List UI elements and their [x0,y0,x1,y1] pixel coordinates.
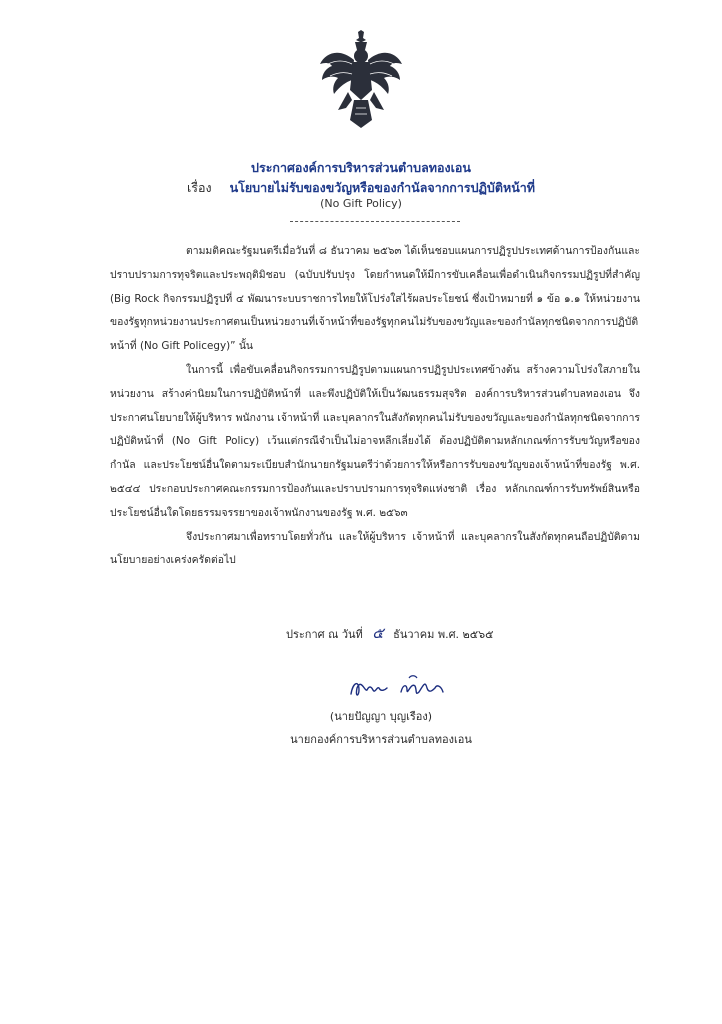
garuda-emblem-icon [318,30,404,128]
title-divider [290,221,460,222]
subject-english: (No Gift Policy) [320,197,402,210]
body-paragraph: ในการนี้ เพื่อขับเคลื่อนกิจกรรมการปฏิรูปตามแผนการปฏิรูปประเทศข้างต้น สร้างความโปร่งใสภายในหน่วยงาน สร้างค่านิยมในการปฏิบัติหน้าที่ และพึงปฏิบัติให้เป็นวัฒนธรรมสุจริต องค์การบริหารส่วนตำบลทองเอน จึงประกาศนโยบายให้ผู้บริหาร พนักงาน เจ้าหน้าที่ และบุคลากรในสังกัดทุกคนไม่รับของขวัญและของกำนัลทุกชนิดจากการปฏิบัติหน้าที่ (No Gift Policy) เว้นแต่กรณีจำเป็นไม่อาจหลีกเลี่ยงได้ ต้องปฏิบัติตามหลักเกณฑ์การรับขวัญหรือของกำนัล และประโยชน์อื่นใดตามระเบียบสำนักนายกรัฐมนตรีว่าด้วยการให้หรือการรับของขวัญของเจ้าหน้าที่ของรัฐ พ.ศ. ๒๕๔๔ ประกอบประกาศคณะกรรมการป้องกันและปราบปรามการทุจริตแห่งชาติ เรื่อง หลักเกณฑ์การรับทรัพย์สินหรือประโยชน์อื่นใดโดยธรรมจรรยาของเจ้าพนักงานของรัฐ พ.ศ. ๒๕๖๓ [110,363,640,519]
date-suffix: ธันวาคม พ.ศ. ๒๕๖๕ [393,628,494,641]
subject-label: เรื่อง [186,180,212,195]
signatory-position: นายกองค์การบริหารส่วนตำบลทองเอน [290,733,472,746]
signatory-name: (นายปัญญา บุญเรือง) [329,710,433,723]
date-prefix: ประกาศ ณ วันที่ [286,628,363,641]
body-paragraph: จึงประกาศมาเพื่อทราบโดยทั่วกัน และให้ผู้บริหาร เจ้าหน้าที่ และบุคลากรในสังกัดทุกคนถือปฏิบัติตามนโยบายอย่างเคร่งครัดต่อไป [110,530,640,567]
announcement-date [286,621,493,645]
announcement-subject-line [0,180,722,196]
subject-text: นโยบายไม่รับของขวัญหรือของกำนัลจากการปฏิบัติหน้าที่ [229,180,536,195]
date-day: ๕ [372,624,384,642]
announcement-body [110,240,640,573]
handwritten-signature-icon [345,672,455,704]
announcement-title: ประกาศองค์การบริหารส่วนตำบลทองเอน [251,160,471,175]
body-paragraph: ตามมติคณะรัฐมนตรีเมื่อวันที่ ๘ ธันวาคม ๒๕๖๓ ได้เห็นชอบแผนการปฏิรูปประเทศด้านการป้องกันและปราบปรามการทุจริตและประพฤติมิชอบ (ฉบับปรับปรุง โดยกำหนดให้มีการขับเคลื่อนเพื่อดำเนินกิจกรรมปฏิรูปที่สำคัญ (Big Rock กิจกรรมปฏิรูปที่ ๔ พัฒนาระบบราชการไทยให้โปร่งใสไร้ผลประโยชน์ ซึ่งเป้าหมายที่ ๑ ข้อ ๑.๑ ให้หน่วยงานของรัฐทุกหน่วยงานประกาศตนเป็นหน่วยงานที่เจ้าหน้าที่ของรัฐทุกคนไม่รับของขวัญและของกำนัลทุกชนิดจากการปฏิบัติหน้าที่ (No Gift Policegy)” นั้น [110,245,640,353]
